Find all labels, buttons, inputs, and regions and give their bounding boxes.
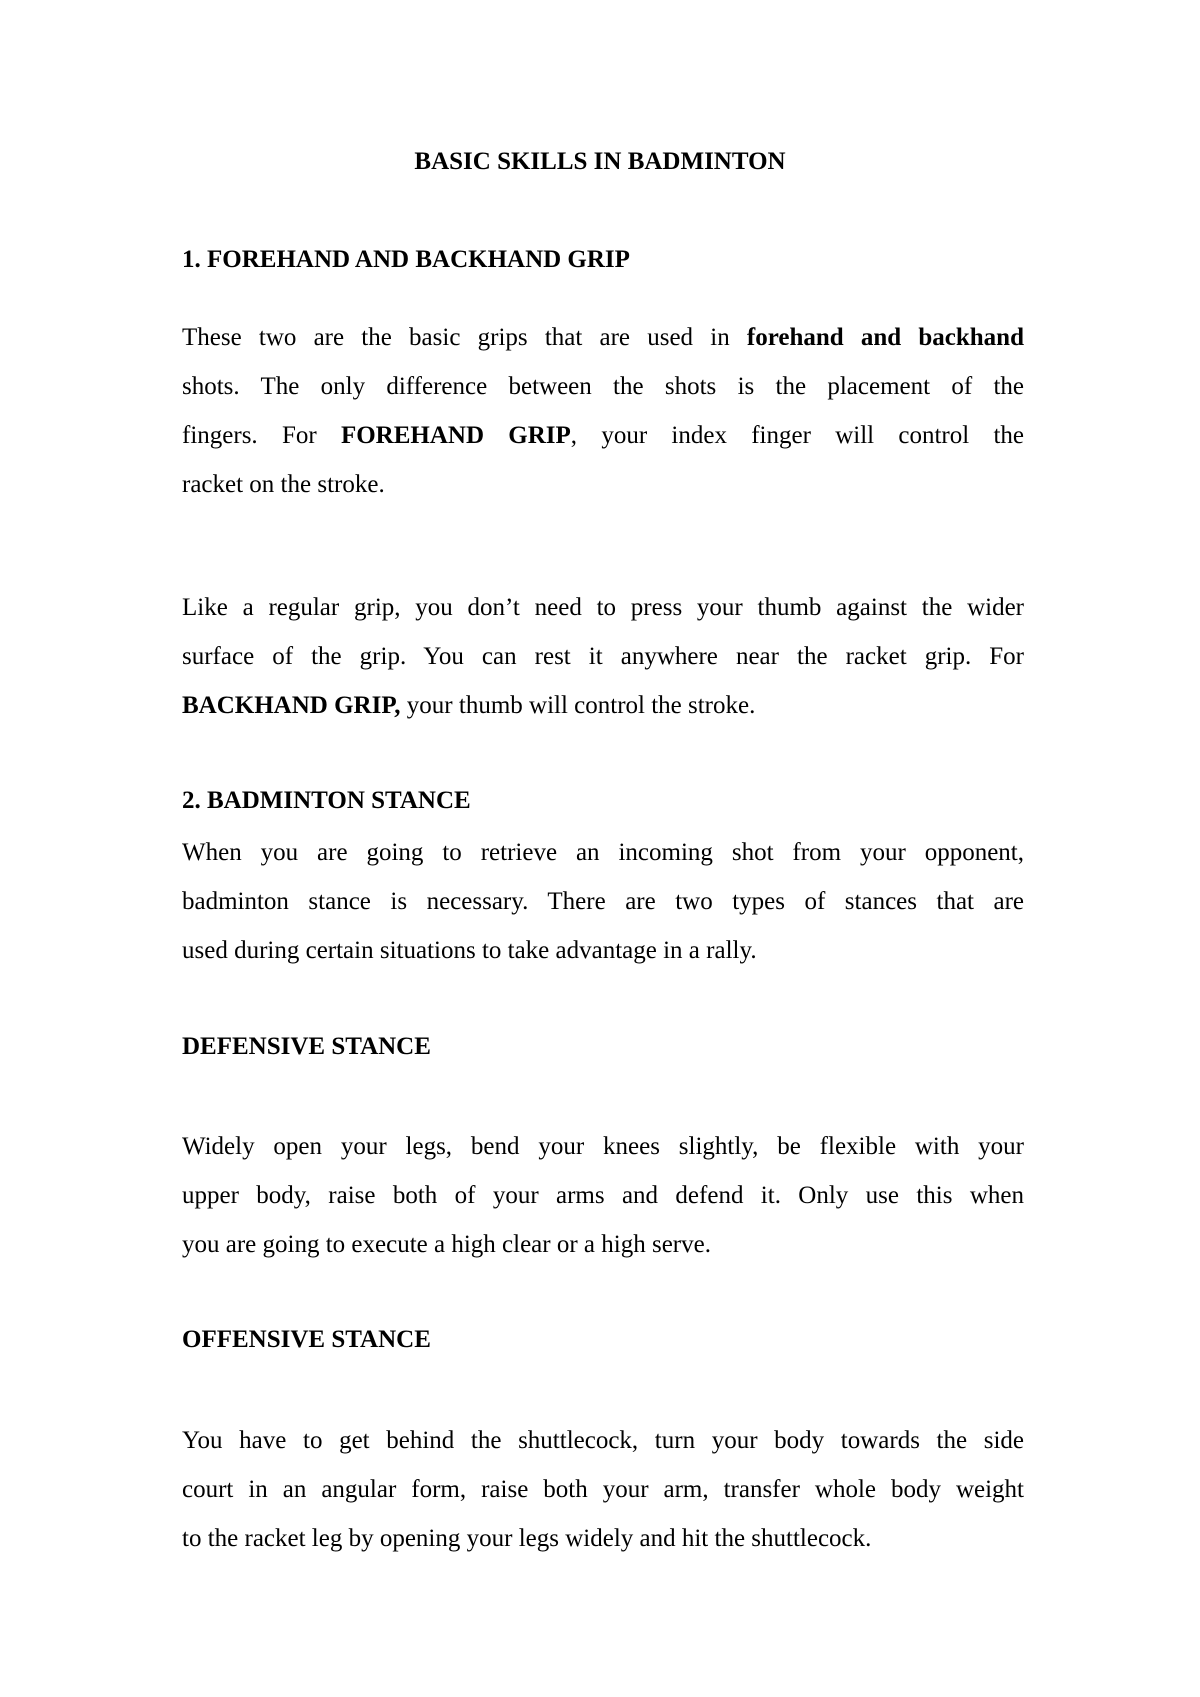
section-1-paragraph-1 bbox=[182, 313, 1024, 509]
defensive-stance-heading: DEFENSIVE STANCE bbox=[182, 1033, 431, 1060]
offensive-stance-heading: OFFENSIVE STANCE bbox=[182, 1326, 431, 1353]
paragraph-line: surface of the grip. You can rest it anywhere near the racket grip. For bbox=[182, 643, 1024, 670]
section-2-heading: 2. BADMINTON STANCE bbox=[182, 787, 471, 814]
paragraph-line: When you are going to retrieve an incoming shot from your opponent, bbox=[182, 839, 1024, 866]
paragraph-line: Like a regular grip, you don’t need to press your thumb against the wider bbox=[182, 594, 1024, 621]
paragraph-line: racket on the stroke. bbox=[182, 471, 385, 498]
paragraph-line: fingers. For FOREHAND GRIP, your index finger will control the bbox=[182, 422, 1024, 449]
paragraph-line: court in an angular form, raise both your arm, transfer whole body weight bbox=[182, 1476, 1024, 1503]
paragraph-line: Widely open your legs, bend your knees slightly, be flexible with your bbox=[182, 1133, 1024, 1160]
paragraph-line: These two are the basic grips that are used in forehand and backhand bbox=[182, 324, 1024, 351]
paragraph-line: upper body, raise both of your arms and defend it. Only use this when bbox=[182, 1182, 1024, 1209]
section-1-paragraph-2 bbox=[182, 583, 1024, 730]
paragraph-line: shots. The only difference between the shots is the placement of the bbox=[182, 373, 1024, 400]
paragraph-line: you are going to execute a high clear or a high serve. bbox=[182, 1231, 711, 1258]
paragraph-line: You have to get behind the shuttlecock, turn your body towards the side bbox=[182, 1427, 1024, 1454]
section-1-heading: 1. FOREHAND AND BACKHAND GRIP bbox=[182, 246, 630, 273]
paragraph-line: to the racket leg by opening your legs widely and hit the shuttlecock. bbox=[182, 1525, 872, 1552]
paragraph-line: badminton stance is necessary. There are two types of stances that are bbox=[182, 888, 1024, 915]
section-2-paragraph-1 bbox=[182, 828, 1024, 975]
offensive-stance-paragraph bbox=[182, 1416, 1024, 1563]
paragraph-line: used during certain situations to take advantage in a rally. bbox=[182, 937, 757, 964]
defensive-stance-paragraph bbox=[182, 1122, 1024, 1269]
document-title: BASIC SKILLS IN BADMINTON bbox=[414, 148, 786, 175]
paragraph-line: BACKHAND GRIP, your thumb will control the stroke. bbox=[182, 692, 756, 719]
